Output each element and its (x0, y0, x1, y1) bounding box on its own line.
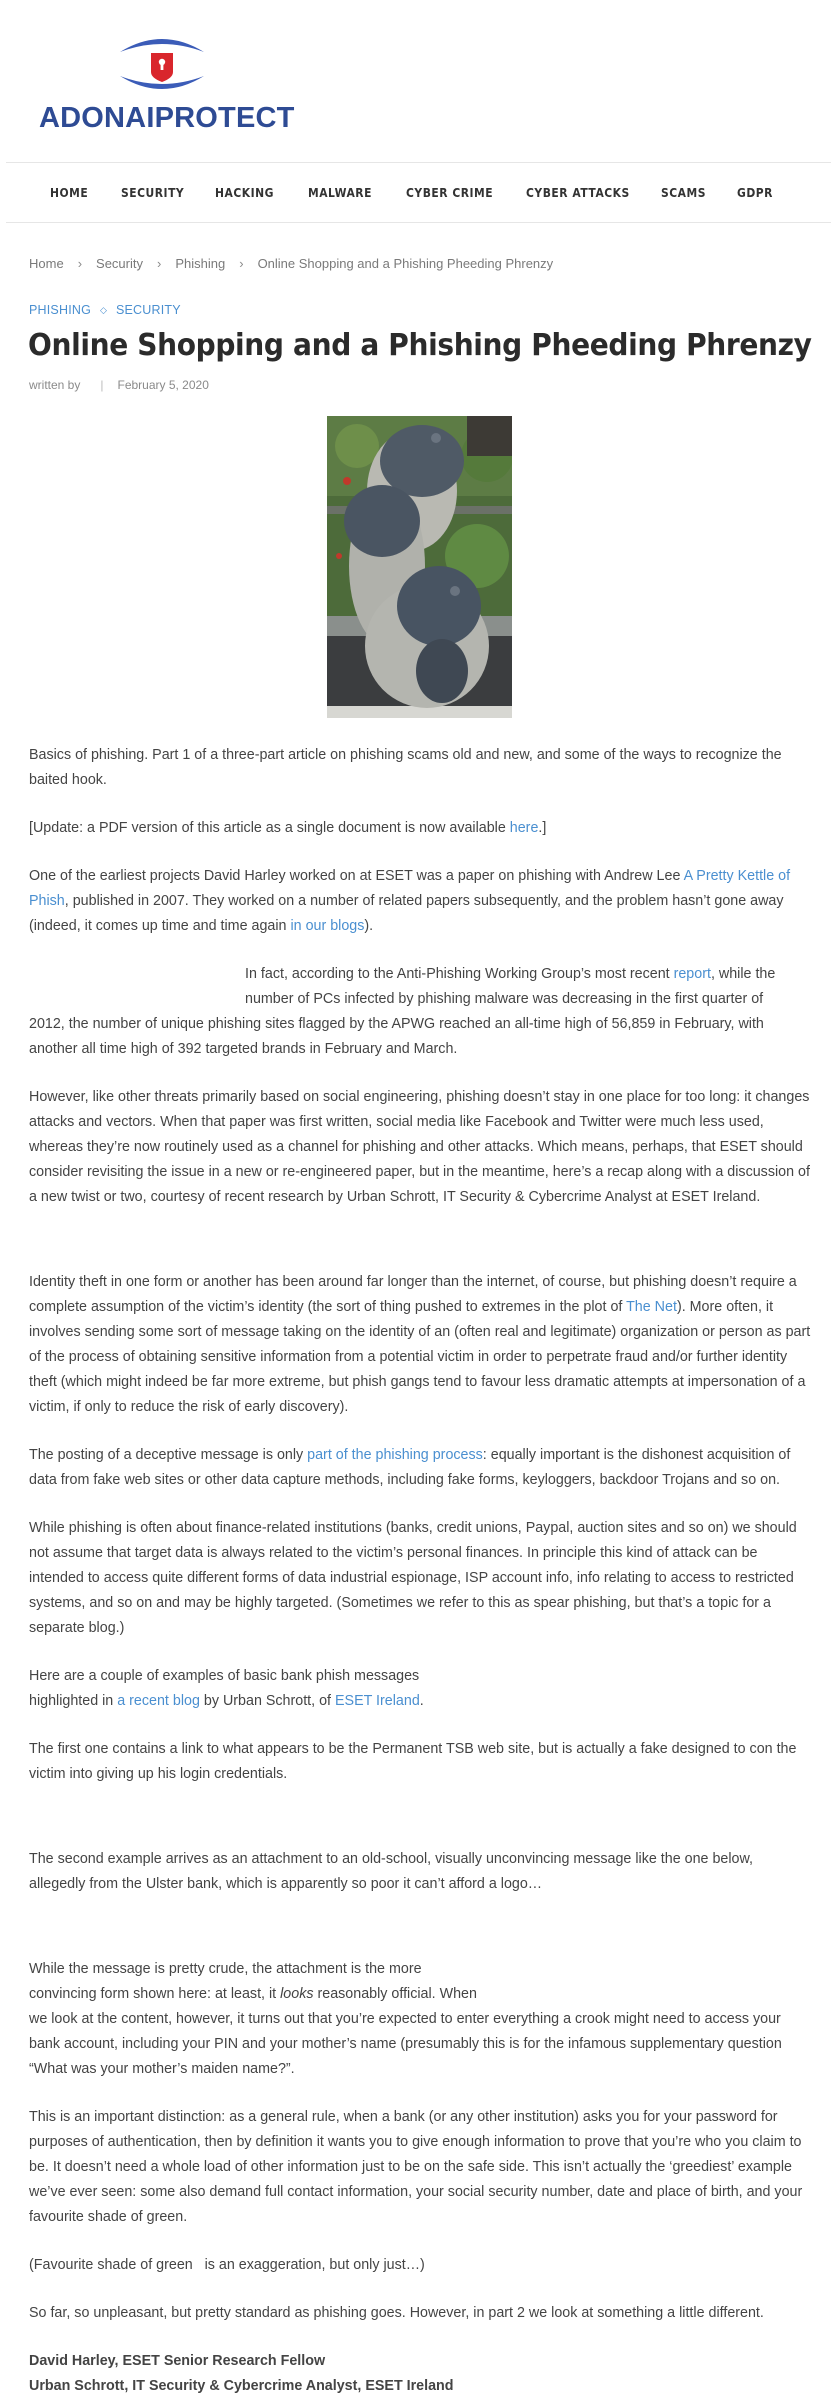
breadcrumb-home[interactable]: Home (29, 256, 64, 271)
chevron-right-icon: › (77, 256, 83, 271)
article-paragraph: [Update: a PDF version of this article as a single document is now available here.] (29, 820, 547, 836)
pdf-version-link[interactable]: here (509, 820, 539, 836)
article-paragraph: This is an important distinction: as a general rule, when a bank (or any other institution) asks you for your password for purposes of authentication, then by definition it wants you to give enough information to prove that you’re who you claim to be. It doesn’t need a whole load of other information just to be on the safe side. This isn’t actually the ‘greediest’ example we’ve ever seen: some also demand full contact information, your social security number, date and place of birth, and your favourite shade of green. (29, 2109, 803, 2225)
featured-image (327, 416, 512, 718)
breadcrumb (29, 256, 553, 271)
nav-item-home[interactable]: HOME (50, 185, 89, 200)
post-meta (29, 378, 209, 392)
breadcrumb-security[interactable]: Security (96, 256, 143, 271)
nav-item-cyber-attacks[interactable]: CYBER ATTACKS (526, 185, 630, 200)
site-logo[interactable] (36, 34, 295, 144)
author-signature: David Harley, ESET Senior Research Fellow (29, 2353, 326, 2369)
article-body (29, 743, 811, 2399)
article-paragraph: Basics of phishing. Part 1 of a three-part article on phishing scams old and new, and some of the ways to recognize the baited hook. (29, 747, 782, 788)
eset-ireland-link[interactable]: ESET Ireland (335, 1693, 420, 1709)
author-signature: Urban Schrott, IT Security & Cybercrime Analyst, ESET Ireland (29, 2378, 454, 2394)
article-paragraph: In fact, according to the Anti-Phishing Working Group’s most recent report, while the number of PCs infected by phishing malware was decreasing in the first quarter of (245, 966, 776, 1007)
post-title: Online Shopping and a Phishing Pheeding Phrenzy (28, 328, 812, 363)
main-nav (6, 162, 831, 223)
meta-divider: | (100, 378, 104, 392)
nav-item-malware[interactable]: MALWARE (308, 185, 372, 200)
chevron-right-icon: › (157, 256, 162, 271)
site-header (0, 0, 837, 162)
the-net-link[interactable]: The Net (626, 1299, 677, 1315)
article-paragraph: 2012, the number of unique phishing sites flagged by the APWG reached an all-time high of 56,859 in February, with another all time high of 392 targeted brands in February and March. (29, 1016, 764, 1057)
post-date: February 5, 2020 (117, 378, 209, 392)
article-paragraph: The posting of a deceptive message is only part of the phishing process: equally important is the dishonest acquisition of data from fake web sites or other data capture methods, including fake forms, keyloggers, backdoor Trojans and so on. (29, 1447, 791, 1488)
article-paragraph: While the message is pretty crude, the attachment is the more convincing form shown here: at least, it looks reasonably official. When we look at the content, however, it turns out that you’re expected to enter everything a crook might need to access your bank account, including your PIN and your mother’s name (presumably this is for the infamous supplementary question “What was your mother’s maiden name?”. (29, 1961, 782, 2077)
nav-item-security[interactable]: SECURITY (121, 185, 185, 200)
category-phishing[interactable]: PHISHING (29, 303, 92, 317)
apwg-report-link[interactable]: report (673, 966, 711, 982)
article-paragraph: Here are a couple of examples of basic bank phish messages highlighted in a recent blog by Urban Schrott, of ESET Ireland. (29, 1668, 424, 1709)
eye-shield-keyhole-icon (114, 34, 210, 94)
fish-sculpture-image (327, 416, 512, 718)
written-by-label: written by (29, 378, 81, 392)
article-paragraph: However, like other threats primarily based on social engineering, phishing doesn’t stay in one place for too long: it changes attacks and vectors. When that paper was first written, social media like Facebook and Twitter were much less used, whereas they’re now routinely used as a channel for phishing and other attacks. Which means, perhaps, that ESET should consider revisiting the issue in a new or re-engineered paper, but in the meantime, here’s a recap along with a discussion of a new twist or two, courtesy of recent research by Urban Schrott, IT Security & Cybercrime Analyst at ESET Ireland. (29, 1089, 810, 1205)
article-paragraph: While phishing is often about finance-related institutions (banks, credit unions, Paypal, auction sites and so on) we should not assume that target data is always related to the victim’s personal finances. In principle this kind of attack can be intended to access quite different forms of data industrial espionage, ISP account info, info relating to access to restricted systems, and so on and may be highly targeted. (Sometimes we refer to this as spear phishing, but that’s a topic for a separate blog.) (29, 1520, 797, 1636)
chevron-right-icon: › (239, 256, 244, 271)
our-blogs-link[interactable]: in our blogs (290, 918, 365, 934)
recent-blog-link[interactable]: a recent blog (117, 1693, 200, 1709)
post-categories (29, 303, 181, 317)
nav-item-hacking[interactable]: HACKING (215, 185, 274, 200)
diamond-icon: ◇ (100, 304, 107, 315)
breadcrumb-current: Online Shopping and a Phishing Pheeding Phrenzy (257, 256, 554, 271)
breadcrumb-phishing[interactable]: Phishing (175, 256, 226, 271)
nav-item-scams[interactable]: SCAMS (661, 185, 706, 200)
article-paragraph: The first one contains a link to what appears to be the Permanent TSB web site, but is actually a fake designed to con the victim into giving up his login credentials. (29, 1741, 797, 1782)
article-paragraph: Identity theft in one form or another has been around far longer than the internet, of course, but phishing doesn’t require a complete assumption of the victim’s identity (the sort of thing pushed to extremes in the plot of The Net). More often, it involves sending some sort of message taking on the identity of an (often real and legitimate) organization or person as part of the process of obtaining sensitive information from a potential victim in order to perpetrate fraud and/or further identity theft (which might indeed be far more extreme, but phish gangs tend to favour less dramatic attempts at impersonation of a victim, if only to reduce the risk of early discovery). (29, 1274, 811, 1415)
article-paragraph: So far, so unpleasant, but pretty standard as phishing goes. However, in part 2 we look at something a little different. (29, 2305, 764, 2321)
article-paragraph: The second example arrives as an attachment to an old-school, visually unconvincing message like the one below, allegedly from the Ulster bank, which is apparently so poor it can’t afford a logo… (29, 1851, 753, 1892)
nav-item-cyber-crime[interactable]: CYBER CRIME (406, 185, 494, 200)
article-paragraph: (Favourite shade of green is an exaggeration, but only just…) (29, 2257, 425, 2273)
nav-item-gdpr[interactable]: GDPR (737, 185, 773, 200)
brand-name: ADONAIPROTECT (39, 102, 295, 134)
phishing-process-link[interactable]: part of the phishing process (307, 1447, 483, 1463)
kettle-of-phish-link[interactable]: A Pretty Kettle of Phish (29, 868, 791, 909)
category-security[interactable]: SECURITY (115, 303, 181, 317)
article-paragraph: One of the earliest projects David Harley worked on at ESET was a paper on phishing with Andrew Lee A Pretty Kettle of Phish, published in 2007. They worked on a number of related papers subsequently, and the problem hasn’t gone away (indeed, it comes up time and time again in our blogs). (29, 868, 791, 934)
